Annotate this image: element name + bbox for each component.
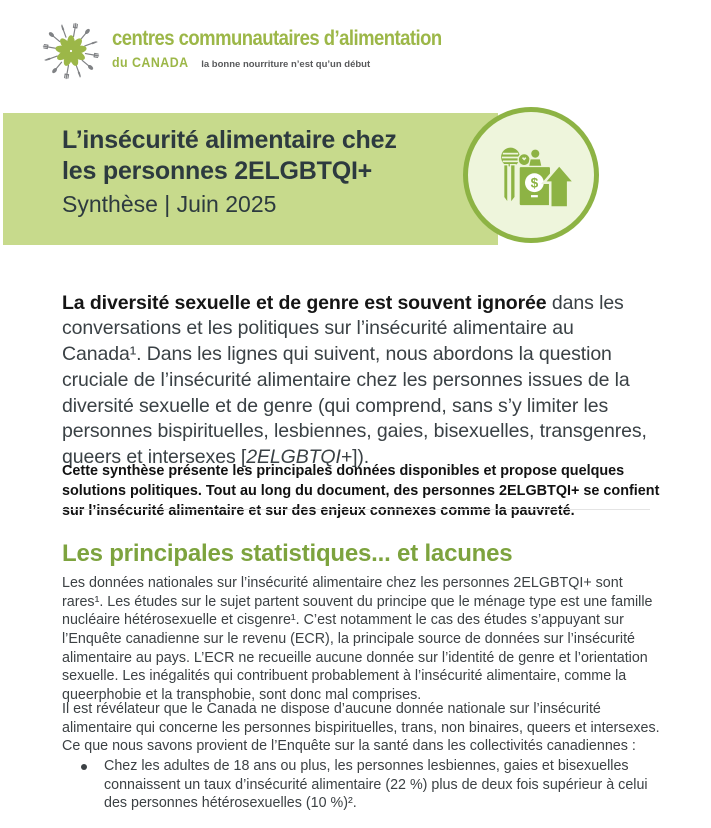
section-divider (62, 509, 650, 510)
summary-note: Cette synthèse présente les principales données disponibles et propose quelques solutions politiques. Tout au long du document, des personnes 2ELGBTQI+ se confient sur l’insécurité alimentaire et sur des enjeux connexes comme la pauvreté. (62, 463, 660, 519)
org-name: centres communautaires d’alimentation (112, 27, 442, 50)
list-item-text: Chez les adultes de 18 ans ou plus, les personnes lesbiennes, gaies et bisexuelles connaissent un taux d’insécurité alimentaire (22 %) plus de deux fois supérieur à celui des personnes hétérosexuelles (10 %)². (104, 758, 648, 812)
report-title-line2: les personnes 2ELGBTQI+ (62, 157, 373, 185)
intro-bold-lead: La diversité sexuelle et de genre est souvent ignorée (62, 291, 547, 314)
list-item (62, 757, 650, 813)
banner-badge (463, 107, 599, 243)
grocery-bag-dollar-up-arrow-icon (484, 132, 578, 218)
bullet-icon (81, 764, 87, 770)
section-heading: Les principales statistiques... et lacunes (62, 539, 513, 567)
org-logo (36, 14, 487, 88)
stats-paragraph-2: Il est révélateur que le Canada ne dispose d’aucune donnée nationale sur l’insécurité alimentaire qui concerne les personnes bispirituelles, trans, non binaires, queers et intersexes. Ce que nous savons provient de l’Enquête sur la santé dans les collectivités canadiennes : (62, 701, 660, 755)
report-title-line1: L’insécurité alimentaire chez (62, 126, 397, 154)
svg-text:$: $ (530, 175, 539, 191)
org-country: du CANADA (112, 55, 189, 70)
utensil-starburst-icon (36, 14, 106, 88)
report-subtitle: Synthèse | Juin 2025 (62, 191, 277, 217)
intro-paragraph (62, 291, 656, 472)
stats-paragraph-1: Les données nationales sur l’insécurité alimentaire chez les personnes 2ELGBTQI+ sont rares¹. Les études sur le sujet partent souvent du principe que le ménage type est une famille nucléaire hétérosexuelle et cisgenre¹. C’est notamment le cas des études s’appuyant sur l’Enquête canadienne sur le revenu (ECR), la principale source de données sur l’insécurité alimentaire au pays. L’ECR ne recueille aucune donnée sur l’identité de genre et l’orientation sexuelle. Les inégalités qui contribuent probablement à l’insécurité alimentaire, comme la queerphobie et la transphobie, sont donc mal comprises. (62, 575, 653, 703)
intro-text-2: ]). (352, 446, 370, 469)
intro-italic-acronym: 2ELGBTQI+ (246, 446, 353, 469)
org-logo-text (112, 14, 487, 70)
title-banner (3, 113, 498, 245)
intro-text-1: dans les conversations et les politiques sur l’insécurité alimentaire au Canada¹. Dans les lignes qui suivent, nous abordons la question cruciale de l’insécurité alimentaire chez les personnes issues de la diversité sexuelle et de genre (qui comprend, sans s’y limiter les personnes bispirituelles, lesbiennes, gaies, bisexuelles, transgenres, queers et intersexes [ (62, 291, 647, 469)
report-title (62, 125, 397, 187)
org-tagline: la bonne nourriture n’est qu’un début (201, 59, 371, 70)
